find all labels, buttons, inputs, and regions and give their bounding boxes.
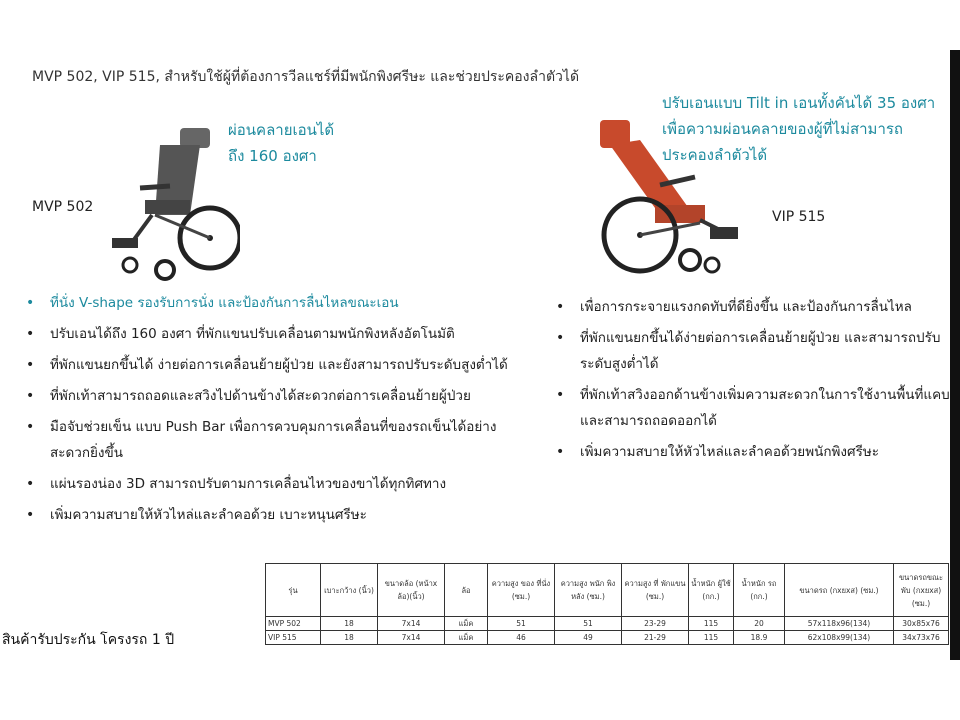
- bullet-icon: •: [26, 419, 35, 435]
- table-header-cell: ความสูง พนัก พิงหลัง (ซม.): [555, 564, 622, 617]
- vip-callout-line-1: ปรับเอนแบบ Tilt in เอนทั้งคันได้ 35 องศา: [662, 94, 936, 112]
- table-header-cell: น้ำหนัก ผู้ใช้ (กก.): [689, 564, 734, 617]
- list-item: • เพิ่มความสบายให้หัวไหล่และลำคอด้วย เบาะหนุนศรีษะ: [22, 502, 532, 528]
- table-cell: แม็ค: [445, 617, 488, 631]
- list-item: • เพิ่มความสบายให้หัวไหล่และลำคอด้วยพนักพิงศรีษะ: [552, 439, 950, 465]
- table-cell: 46: [488, 631, 555, 645]
- table-cell: 115: [689, 617, 734, 631]
- vip-callout-line-3: ประคองลำตัวได้: [662, 146, 768, 164]
- list-item: • แผ่นรองน่อง 3D สามารถปรับตามการเคลื่อนไหวของขาได้ทุกทิศทาง: [22, 471, 532, 497]
- table-cell: 7x14: [378, 631, 445, 645]
- bullet-icon: •: [556, 330, 565, 346]
- warranty-text: สินค้ารับประกัน โครงรถ 1 ปี: [2, 632, 175, 648]
- mvp-callout: [228, 117, 334, 169]
- bullet-icon: •: [26, 326, 35, 342]
- mvp-model-label: MVP 502: [32, 199, 94, 215]
- table-cell: 51: [488, 617, 555, 631]
- table-header-cell: เบาะกว้าง (นิ้ว): [321, 564, 378, 617]
- headline: MVP 502, VIP 515, สำหรับใช้ผู้ที่ต้องการวีลแชร์ที่มีพนักพิงศรีษะ และช่วยประคองลำตัวได้: [32, 69, 580, 85]
- table-cell: 49: [555, 631, 622, 645]
- table-cell: 20: [734, 617, 785, 631]
- bullet-icon: •: [556, 387, 565, 403]
- vip-model-label: VIP 515: [772, 209, 826, 225]
- table-header-cell: ขนาดรถ (กxยxส) (ซม.): [785, 564, 894, 617]
- vip-callout-line-2: เพื่อความผ่อนคลายของผู้ที่ไม่สามารถ: [662, 120, 904, 138]
- list-item: • ที่พักแขนยกขึ้นได้ง่ายต่อการเคลื่อนย้ายผู้ป่วย และสามารถปรับระดับสูงต่ำได้: [552, 325, 950, 377]
- table-header-row: [266, 564, 949, 617]
- bullet-icon: •: [26, 295, 35, 311]
- mvp-feature-list: [22, 290, 532, 533]
- table-cell: 57x118x96(134): [785, 617, 894, 631]
- bullet-icon: •: [26, 357, 35, 373]
- table-cell: MVP 502: [266, 617, 321, 631]
- list-item: • ที่พักเท้าสวิงออกด้านข้างเพิ่มความสะดวกในการใช้งานพื้นที่แคบ และสามารถถอดออกได้: [552, 382, 950, 434]
- table-header-cell: ขนาดรถขณะ พับ (กxยxส) (ซม.): [894, 564, 949, 617]
- bullet-icon: •: [26, 388, 35, 404]
- table-cell: 62x108x99(134): [785, 631, 894, 645]
- table-cell: 18: [321, 617, 378, 631]
- table-header-cell: รุ่น: [266, 564, 321, 617]
- mvp-callout-line-1: ผ่อนคลายเอนได้: [228, 121, 335, 139]
- table-cell: 30x85x76: [894, 617, 949, 631]
- spec-table: [265, 563, 949, 645]
- table-header-cell: ล้อ: [445, 564, 488, 617]
- table-row: [266, 631, 949, 645]
- list-item: • ที่พักแขนยกขึ้นได้ ง่ายต่อการเคลื่อนย้ายผู้ป่วย และยังสามารถปรับระดับสูงต่ำได้: [22, 352, 532, 378]
- table-cell: 115: [689, 631, 734, 645]
- table-cell: 51: [555, 617, 622, 631]
- mvp-502-wheelchair-image: [100, 120, 240, 290]
- bullet-icon: •: [26, 476, 35, 492]
- vip-callout: [662, 90, 935, 168]
- vip-feature-list: [552, 294, 950, 470]
- table-cell: 7x14: [378, 617, 445, 631]
- table-cell: 18.9: [734, 631, 785, 645]
- table-cell: แม็ค: [445, 631, 488, 645]
- table-cell: 18: [321, 631, 378, 645]
- table-cell: 21-29: [622, 631, 689, 645]
- list-item: • ที่นั่ง V-shape รองรับการนั่ง และป้องกันการลื่นไหลขณะเอน: [22, 290, 532, 316]
- list-item: • มือจับช่วยเข็น แบบ Push Bar เพื่อการควบคุมการเคลื่อนที่ของรถเข็นได้อย่างสะดวกยิ่งขึ้น: [22, 414, 532, 466]
- table-cell: 23-29: [622, 617, 689, 631]
- list-item: • ปรับเอนได้ถึง 160 องศา ที่พักแขนปรับเคลื่อนตามพนักพิงหลังอัตโนมัติ: [22, 321, 532, 347]
- right-edge-bar: [950, 50, 960, 660]
- table-header-cell: ความสูง ที่ พักแขน (ซม.): [622, 564, 689, 617]
- mvp-callout-line-2: ถึง 160 องศา: [228, 147, 317, 165]
- bullet-icon: •: [556, 444, 565, 460]
- bullet-icon: •: [556, 299, 565, 315]
- table-cell: VIP 515: [266, 631, 321, 645]
- table-header-cell: ความสูง ของ ที่นั่ง (ซม.): [488, 564, 555, 617]
- table-row: [266, 617, 949, 631]
- table-header-cell: ขนาดล้อ (หน้าx ล้อ)(นิ้ว): [378, 564, 445, 617]
- table-cell: 34x73x76: [894, 631, 949, 645]
- list-item: • ที่พักเท้าสามารถถอดและสวิงไปด้านข้างได้สะดวกต่อการเคลื่อนย้ายผู้ป่วย: [22, 383, 532, 409]
- bullet-icon: •: [26, 507, 35, 523]
- table-header-cell: น้ำหนัก รถ (กก.): [734, 564, 785, 617]
- list-item: • เพื่อการกระจายแรงกดทับที่ดียิ่งขึ้น และป้องกันการลื่นไหล: [552, 294, 950, 320]
